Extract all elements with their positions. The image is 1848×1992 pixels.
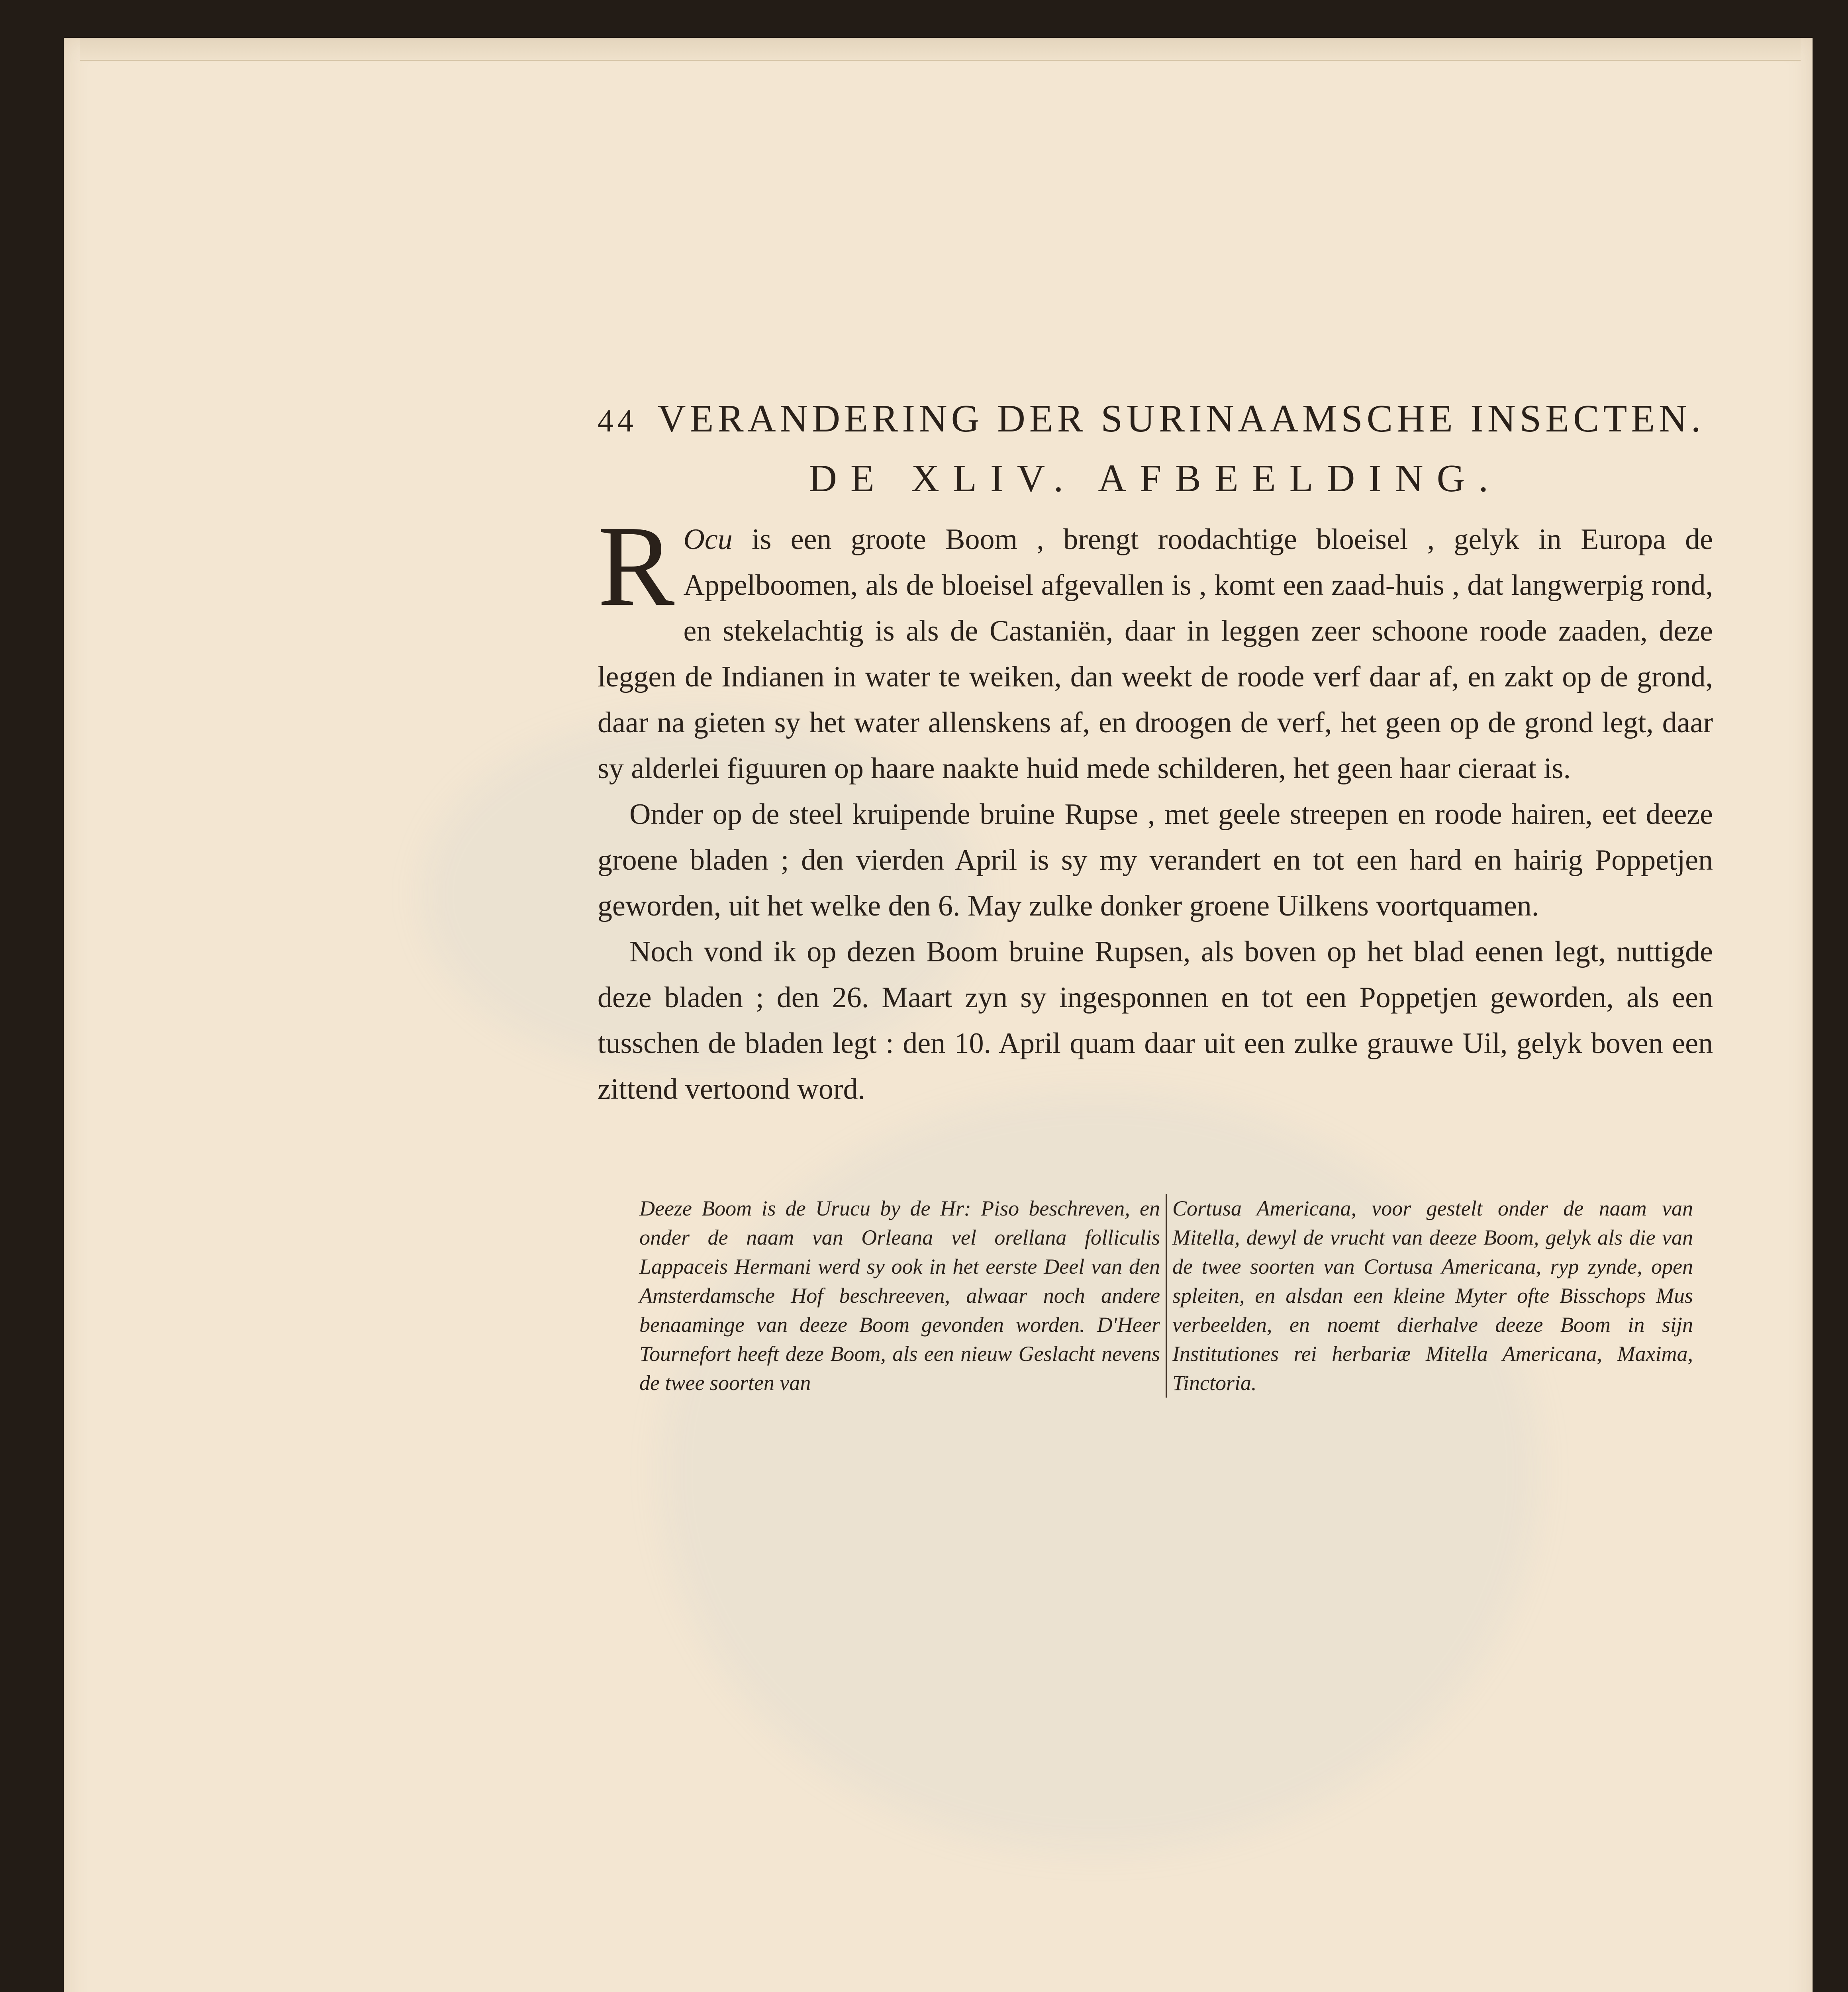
- drop-cap: R: [598, 502, 675, 630]
- running-head-title: VERANDERING DER SURINAAMSCHE INSECTEN.: [657, 397, 1705, 440]
- paragraph-2: Onder op de steel kruipende bruine Rupse , met geele streepen en roode hairen, eet deeze groene bladen ; den vierden April is sy my verandert en tot een hard en hairig Poppetjen geworden, uit het welke den 6. May zulke donker groene Uilkens voortquamen.: [598, 798, 1713, 922]
- sheet-top-edge: [80, 38, 1801, 61]
- running-head: [598, 396, 1713, 444]
- plate-title: DE XLIV. AFBEELDING.: [809, 457, 1502, 500]
- page-number: 44: [598, 404, 637, 439]
- paper-sheet: [64, 38, 1813, 1992]
- footnote-left-column: Deeze Boom is de Urucu by de Hr: Piso beschreven, en onder de naam van Orleana vel orellana folliculis Lappaceis Hermani werd sy ook in het eerste Deel van den Amsterdamsche Hof beschreeven, alwaar noch andere benaaminge van deeze Boom gevonden worden. D'Heer Tournefort heeft deze Boom, als een nieuw Geslacht nevens de twee soorten van: [639, 1194, 1167, 1398]
- footnotes: [639, 1194, 1693, 1398]
- paragraph-1-text: is een groote Boom , brengt roodachtige bloeisel , gelyk in Europa de Appelboomen, als de bloeisel afgevallen is , komt een zaad-huis , dat langwerpig rond, en stekelachtig is als de Castaniën, daar in leggen zeer schoone roode zaaden, deze leggen de Indianen in water te weiken, dan weekt de roode verf daar af, en zakt op de grond, daar na gieten sy het water allenskens af, en droogen de verf, het geen op de grond legt, daar sy alderlei figuuren op haare naakte huid mede schilderen, het geen haar cieraat is.: [598, 523, 1713, 785]
- paragraph-1: [598, 502, 1713, 792]
- footnote-right-column: Cortusa Americana, voor gestelt onder de naam van Mitella, dewyl de vrucht van deeze Boom, gelyk als die van de twee soorten van Cortusa Americana, ryp zynde, open spleiten, en alsdan een kleine Myter ofte Bisschops Mus verbeelden, en noemt dierhalve deeze Boom in sijn Institutiones rei herbariæ Mitella Americana, Maxima, Tinctoria.: [1172, 1196, 1693, 1395]
- first-word: Ocu: [683, 523, 733, 556]
- paragraph-3: Noch vond ik op dezen Boom bruine Rupsen, als boven op het blad eenen legt, nuttigde deze bladen ; den 26. Maart zyn sy ingesponnen en tot een Poppetjen geworden, als een tusschen de bladen legt : den 10. April quam daar uit een zulke grauwe Uil, gelyk boven een zittend vertoond word.: [598, 935, 1713, 1106]
- page-content: [598, 396, 1713, 1398]
